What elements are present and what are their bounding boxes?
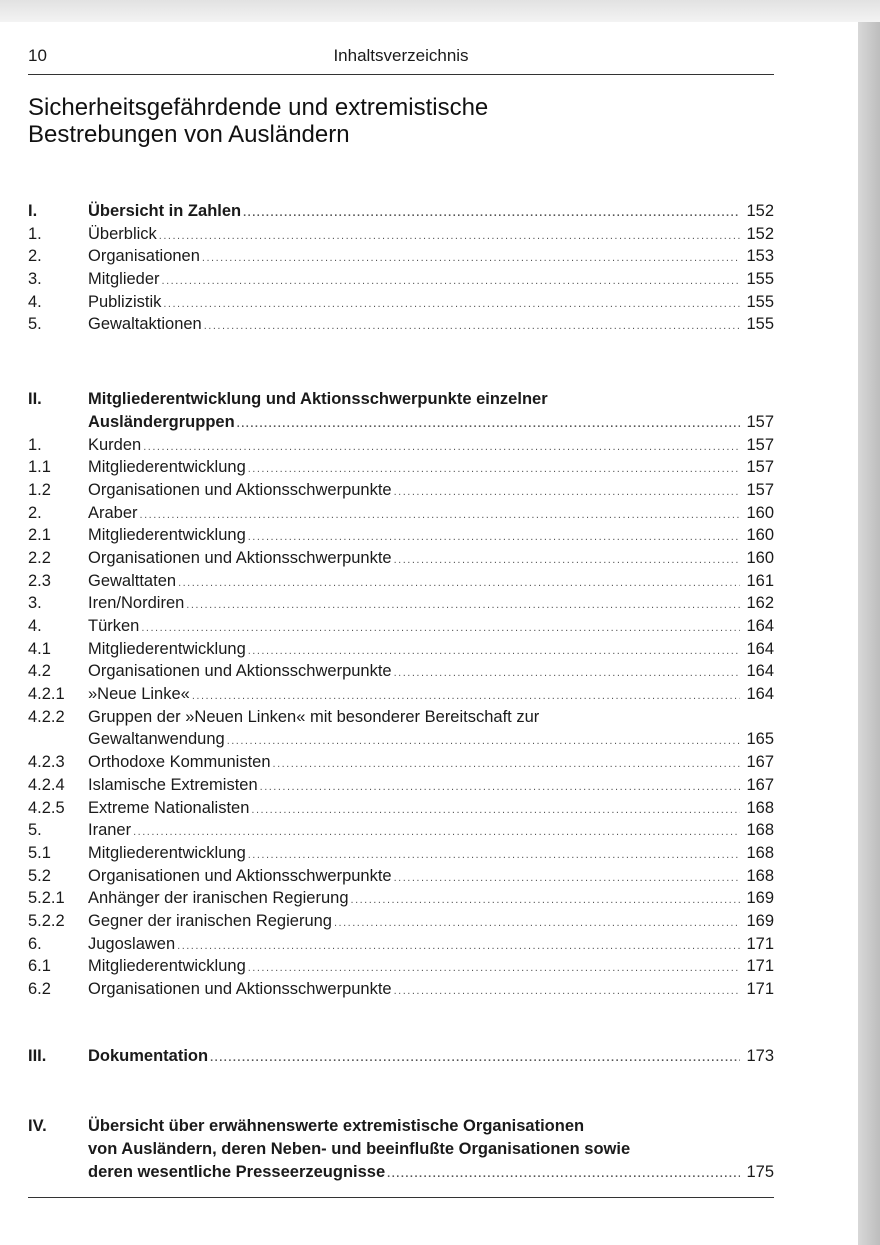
toc-entry-title: Dokumentation	[88, 1046, 209, 1065]
toc-entry-number: 5.1	[28, 843, 51, 862]
dot-leader	[237, 413, 740, 436]
dot-leader	[394, 662, 740, 685]
toc-entry-page: 168	[746, 821, 774, 840]
toc-entry[interactable]	[28, 570, 774, 593]
section-spacer	[28, 336, 774, 388]
toc-entry-number: 4.2.3	[28, 753, 65, 772]
toc-entry[interactable]	[28, 411, 774, 434]
toc-entry-page: 155	[746, 292, 774, 311]
dot-leader	[159, 225, 740, 248]
toc-entry-number: 6.	[28, 934, 42, 953]
toc-entry-title: Gewaltanwendung	[88, 730, 225, 749]
toc-entry-number: 6.2	[28, 980, 51, 998]
toc-entry-title: Gruppen der »Neuen Linken« mit besonderer Bereitschaft zur	[88, 707, 540, 726]
toc-entry[interactable]	[28, 887, 774, 910]
toc-entry-page: 162	[746, 594, 774, 613]
toc-entry-title: Türken	[88, 617, 140, 635]
toc-entry-title: Publizistik	[88, 292, 162, 311]
dot-leader	[186, 594, 740, 617]
header-rule	[28, 74, 774, 75]
toc-entry[interactable]	[28, 978, 774, 1001]
section-spacer	[28, 1067, 774, 1115]
dot-leader	[334, 912, 740, 935]
toc-entry-title: »Neue Linke«	[88, 685, 190, 704]
toc-entry[interactable]	[28, 1161, 774, 1184]
toc-entry-page: 164	[746, 617, 774, 635]
dot-leader	[140, 504, 740, 527]
toc-entry[interactable]	[28, 615, 774, 638]
toc-section	[28, 1045, 774, 1068]
toc-entry-page: 155	[746, 270, 774, 289]
toc-entry-title: Iren/Nordiren	[88, 594, 185, 613]
dot-leader	[210, 1047, 740, 1070]
toc-entry-title: Organisationen	[88, 247, 200, 266]
toc-entry-title: Übersicht in Zahlen	[88, 202, 242, 220]
toc-entry[interactable]	[28, 313, 774, 336]
toc-entry[interactable]	[28, 728, 774, 751]
toc-entry-number: 2.	[28, 503, 42, 522]
dot-leader	[394, 549, 740, 572]
toc-entry[interactable]	[28, 751, 774, 774]
toc-entry-title: Organisationen und Aktionsschwerpunkte	[88, 980, 392, 998]
toc-entry-title: Iraner	[88, 821, 132, 840]
dot-leader	[202, 247, 740, 270]
chapter-title	[28, 94, 774, 148]
dot-leader	[178, 572, 740, 595]
dot-leader	[251, 799, 740, 822]
toc-entry-page: 157	[746, 480, 774, 499]
toc-entry[interactable]	[28, 683, 774, 706]
page-top-shadow	[0, 0, 880, 22]
toc-section	[28, 1115, 774, 1183]
page-number: 10	[28, 46, 47, 65]
toc-entry-number: 6.1	[28, 957, 51, 976]
toc-entry[interactable]	[28, 933, 774, 956]
toc-entry-number: 5.	[28, 315, 42, 334]
toc-entry-number: 2.2	[28, 548, 51, 567]
dot-leader	[248, 458, 740, 481]
toc-entry-page: 160	[746, 548, 774, 567]
dot-leader	[248, 957, 740, 980]
toc-entry-number: 1.2	[28, 480, 51, 499]
toc-entry-number: II.	[28, 390, 42, 409]
section-spacer	[28, 1001, 774, 1045]
toc-section	[28, 200, 774, 336]
dot-leader	[387, 1163, 740, 1186]
toc-entry[interactable]	[28, 819, 774, 842]
toc-entry-page: 173	[746, 1046, 774, 1065]
dot-leader	[227, 730, 740, 753]
toc-entry-page: 160	[746, 526, 774, 545]
toc-entry[interactable]	[28, 502, 774, 525]
toc-entry[interactable]	[28, 434, 774, 457]
dot-leader	[192, 685, 740, 708]
toc-entry[interactable]	[28, 456, 774, 479]
dot-leader	[248, 526, 740, 549]
toc-entry-number: 4.	[28, 292, 42, 311]
dot-leader	[143, 436, 740, 459]
toc-entry-title: Organisationen und Aktionsschwerpunkte	[88, 480, 392, 499]
toc-entry-number: 4.2.2	[28, 707, 65, 726]
toc-entry-page: 171	[746, 957, 774, 976]
toc-entry-page: 152	[746, 202, 774, 220]
toc-entry-page: 168	[746, 866, 774, 885]
toc-entry-title: Mitgliederentwicklung	[88, 843, 246, 862]
toc-entry-number: 5.2.2	[28, 911, 65, 930]
dot-leader	[351, 889, 740, 912]
toc-entry-number: 4.2.1	[28, 685, 65, 704]
toc-entry-number: 1.1	[28, 458, 51, 477]
toc-entry[interactable]	[28, 547, 774, 570]
chapter-title-line-2: Bestrebungen von Ausländern	[28, 121, 350, 148]
toc-entry-title: Mitgliederentwicklung	[88, 526, 246, 545]
toc-entry-title: deren wesentliche Presseerzeugnisse	[88, 1162, 386, 1181]
toc-entry[interactable]	[28, 479, 774, 502]
toc-entry-page: 169	[746, 889, 774, 908]
dot-leader	[394, 980, 740, 1003]
toc-entry-page: 168	[746, 798, 774, 817]
toc-entry-title: Mitgliederentwicklung	[88, 957, 246, 976]
toc-entry-page: 157	[746, 458, 774, 477]
toc-entry-page: 167	[746, 775, 774, 794]
toc-entry[interactable]	[28, 245, 774, 268]
toc-entry[interactable]	[28, 388, 774, 411]
toc-entry[interactable]	[28, 223, 774, 246]
toc-entry[interactable]	[28, 660, 774, 683]
toc-entry-number: IV.	[28, 1117, 47, 1136]
toc-entry[interactable]	[28, 524, 774, 547]
toc-entry[interactable]	[28, 1045, 774, 1068]
toc-entry-page: 169	[746, 911, 774, 930]
toc-entry-page: 157	[746, 412, 774, 431]
toc-entry-title: Organisationen und Aktionsschwerpunkte	[88, 866, 392, 885]
toc-entry-number: III.	[28, 1046, 47, 1065]
toc-entry-title: Gewaltaktionen	[88, 315, 202, 334]
toc-entry-title: Mitglieder	[88, 270, 160, 289]
toc-entry[interactable]	[28, 706, 774, 729]
toc-entry[interactable]	[28, 774, 774, 797]
toc-entry-number: 5.	[28, 821, 42, 840]
dot-leader	[394, 481, 740, 504]
toc-entry-number: 3.	[28, 594, 42, 613]
toc-entry-page: 164	[746, 639, 774, 658]
toc-entry[interactable]	[28, 592, 774, 615]
toc-entry-title: Mitgliederentwicklung	[88, 458, 246, 477]
toc-entry-page: 171	[746, 980, 774, 998]
toc-entry-page: 171	[746, 934, 774, 953]
dot-leader	[133, 821, 740, 844]
toc-entry-title: Extreme Nationalisten	[88, 798, 250, 817]
toc-entry-title: Mitgliederentwicklung und Aktionsschwerpunkte einzelner	[88, 390, 548, 409]
toc-entry-title: von Ausländern, deren Neben- und beeinflußte Organisationen sowie	[88, 1140, 631, 1159]
toc-entry[interactable]	[28, 291, 774, 314]
toc-entry-title: Überblick	[88, 224, 157, 243]
toc-entry-number: 3.	[28, 270, 42, 289]
toc-entry[interactable]	[28, 1138, 774, 1161]
toc-entry-number: 4.	[28, 617, 42, 635]
toc-section	[28, 388, 774, 1001]
toc-entry-title: Anhänger der iranischen Regierung	[88, 889, 349, 908]
dot-leader	[243, 202, 740, 225]
toc-entry-page: 153	[746, 247, 774, 266]
toc-entry-title: Kurden	[88, 435, 142, 454]
toc-entry-page: 167	[746, 753, 774, 772]
toc-entry-page: 161	[746, 571, 774, 590]
page-edge	[858, 22, 880, 1245]
toc-entry-title: Jugoslawen	[88, 934, 176, 953]
toc-entry-title: Orthodoxe Kommunisten	[88, 753, 271, 772]
toc-entry-page: 168	[746, 843, 774, 862]
dot-leader	[162, 270, 740, 293]
toc-entry[interactable]	[28, 955, 774, 978]
toc-entry-number: I.	[28, 202, 38, 220]
chapter-title-line-1: Sicherheitsgefährdende und extremistische	[28, 94, 489, 121]
toc-entry-title: Ausländergruppen	[88, 412, 235, 431]
toc-entry-title: Organisationen und Aktionsschwerpunkte	[88, 548, 392, 567]
toc-entry-page: 152	[746, 224, 774, 243]
toc-entry-number: 1.	[28, 435, 42, 454]
toc-entry-page: 155	[746, 315, 774, 334]
toc-entry-number: 2.3	[28, 571, 51, 590]
dot-leader	[177, 935, 740, 958]
toc-entry-number: 5.2.1	[28, 889, 65, 908]
toc-entry-number: 1.	[28, 224, 42, 243]
dot-leader	[141, 617, 740, 640]
toc-entry[interactable]	[28, 200, 774, 223]
toc-entry-number: 4.2.5	[28, 798, 65, 817]
toc-entry-number: 4.2	[28, 662, 51, 681]
dot-leader	[248, 640, 740, 663]
running-title: Inhaltsverzeichnis	[333, 46, 469, 65]
toc-entry-number: 5.2	[28, 866, 51, 885]
toc-entry-title: Islamische Extremisten	[88, 775, 258, 794]
running-header	[28, 46, 774, 70]
toc-entry-number: 4.1	[28, 639, 51, 658]
toc-entry[interactable]	[28, 638, 774, 661]
toc-entry-title: Mitgliederentwicklung	[88, 639, 246, 658]
footer-rule	[28, 1197, 774, 1198]
dot-leader	[163, 293, 740, 316]
toc-entry[interactable]	[28, 842, 774, 865]
toc-entry-page: 164	[746, 662, 774, 681]
toc-entry-title: Übersicht über erwähnenswerte extremistische Organisationen	[88, 1117, 585, 1136]
toc-entry-number: 4.2.4	[28, 775, 65, 794]
toc-entry[interactable]	[28, 1115, 774, 1138]
toc-entry-number: 2.1	[28, 526, 51, 545]
toc-entry[interactable]	[28, 910, 774, 933]
dot-leader	[260, 776, 740, 799]
toc-entry-number: 2.	[28, 247, 42, 266]
toc-entry-page: 175	[746, 1162, 774, 1181]
toc-entry-title: Gewalttaten	[88, 571, 177, 590]
toc-entry[interactable]	[28, 797, 774, 820]
toc-entry-page: 165	[746, 730, 774, 749]
toc-entry[interactable]	[28, 865, 774, 888]
dot-leader	[394, 867, 740, 890]
toc-entry-page: 157	[746, 435, 774, 454]
dot-leader	[204, 315, 740, 338]
toc-entry-title: Organisationen und Aktionsschwerpunkte	[88, 662, 392, 681]
toc-entry-title: Araber	[88, 503, 138, 522]
dot-leader	[248, 844, 740, 867]
table-of-contents	[28, 200, 774, 1183]
toc-entry[interactable]	[28, 268, 774, 291]
toc-entry-title: Gegner der iranischen Regierung	[88, 911, 332, 930]
dot-leader	[273, 753, 740, 776]
toc-entry-page: 164	[746, 685, 774, 704]
toc-entry-page: 160	[746, 503, 774, 522]
